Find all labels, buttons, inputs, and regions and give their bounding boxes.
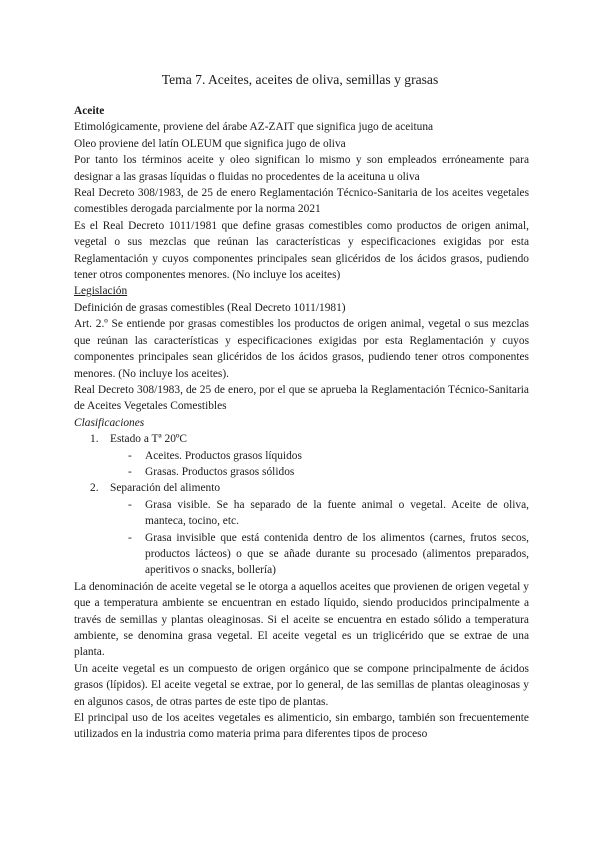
heading-aceite: Aceite bbox=[74, 105, 105, 117]
sublist-item bbox=[74, 464, 529, 480]
paragraph-aceite-vegetal-compuesto: Un aceite vegetal es un compuesto de origen orgánico que se compone principalmente de ácidos grasos (lípidos). El aceite vegetal se extrae, por lo general, de las semillas de plantas oleaginosas y en algunos casos, de otras partes de este tipo de plantas. bbox=[74, 662, 529, 708]
sublist-item-text: Grasa invisible que está contenida dentro de los alimentos (carnes, frutos secos, productos lácteos) o que se añade durante su procesado (alimentos preparados, aperitivos o snacks, bollería) bbox=[145, 531, 529, 577]
paragraph-definicion-grasas: Definición de grasas comestibles (Real Decreto 1011/1981) bbox=[74, 301, 346, 314]
list-item bbox=[74, 431, 529, 447]
paragraph-real-decreto-1011: Es el Real Decreto 1011/1981 que define grasas comestibles como productos de origen animal, vegetal o sus mezclas que reúnan las características y especificaciones exigidas por esta Reglamentación y cuyos componentes principales sean glicéridos de los ácidos grasos, pudiendo tener otros componentes menores. (No incluye los aceites) bbox=[74, 219, 529, 282]
page-title: Tema 7. Aceites, aceites de oliva, semillas y grasas bbox=[161, 72, 439, 87]
paragraph-etimologia: Etimológicamente, proviene del árabe AZ-ZAIT que significa jugo de aceituna bbox=[74, 121, 434, 134]
paragraph-aceite-vegetal-denominacion: La denominación de aceite vegetal se le otorga a aquellos aceites que provienen de origen vegetal y que a temperatura ambiente se encuentran en estado líquido, siendo producidos principalmente a través de semillas y plantas oleaginosas. Si el aceite se encuentra en estado sólido a temperatura ambiente, se denomina grasa vegetal. El aceite vegetal es un triglicérido que se extrae de una planta. bbox=[74, 580, 529, 659]
sublist-item bbox=[74, 448, 529, 464]
sublist-item-text: Grasa visible. Se ha separado de la fuente animal o vegetal. Aceite de oliva, manteca, tocino, etc. bbox=[145, 498, 529, 528]
list-number: 1. bbox=[90, 433, 99, 446]
paragraph-oleo: Oleo proviene del latín OLEUM que significa jugo de oliva bbox=[74, 137, 346, 150]
sublist-item bbox=[74, 497, 529, 530]
paragraph-terminos: Por tanto los términos aceite y oleo significan lo mismo y son empleados erróneamente para designar a las grasas líquidas o fluidas no procedentes de la aceituna u oliva bbox=[74, 154, 529, 183]
list-item bbox=[74, 480, 529, 496]
paragraph-art-2: Art. 2.º Se entiende por grasas comestibles los productos de origen animal, vegetal o sus mezclas que reúnan las características y especificaciones exigidas por esta Reglamentación y cuyos componentes principales sean glicéridos de los ácidos grasos, pudiendo tener otros componentes menores. (No incluye los aceites). bbox=[74, 318, 529, 380]
list-item-label: Estado a Tª 20ºC bbox=[110, 433, 188, 446]
dash-bullet: - bbox=[128, 531, 132, 544]
list-number: 2. bbox=[90, 482, 99, 495]
document-body bbox=[74, 103, 529, 743]
paragraph-real-decreto-308-aprueba: Real Decreto 308/1983, de 25 de enero, por el que se aprueba la Reglamentación Técnico-Sanitaria de Aceites Vegetales Comestibles bbox=[74, 383, 529, 413]
heading-clasificaciones: Clasificaciones bbox=[74, 416, 145, 429]
dash-bullet: - bbox=[128, 449, 132, 462]
heading-legislacion: Legislación bbox=[74, 285, 128, 298]
sublist-item-text: Aceites. Productos grasos líquidos bbox=[145, 449, 302, 462]
sublist-item-text: Grasas. Productos grasos sólidos bbox=[145, 465, 295, 478]
paragraph-uso-aceites: El principal uso de los aceites vegetales es alimenticio, sin embargo, también son frecuentemente utilizados en la industria como materia prima para diferentes tipos de proceso bbox=[74, 712, 529, 741]
list-item-label: Separación del alimento bbox=[110, 482, 221, 495]
dash-bullet: - bbox=[128, 498, 132, 511]
paragraph-real-decreto-308: Real Decreto 308/1983, de 25 de enero Reglamentación Técnico-Sanitaria de los aceites vegetales comestibles derogada parcialmente por la norma 2021 bbox=[74, 187, 529, 216]
sublist-item bbox=[74, 530, 529, 579]
dash-bullet: - bbox=[128, 465, 132, 478]
